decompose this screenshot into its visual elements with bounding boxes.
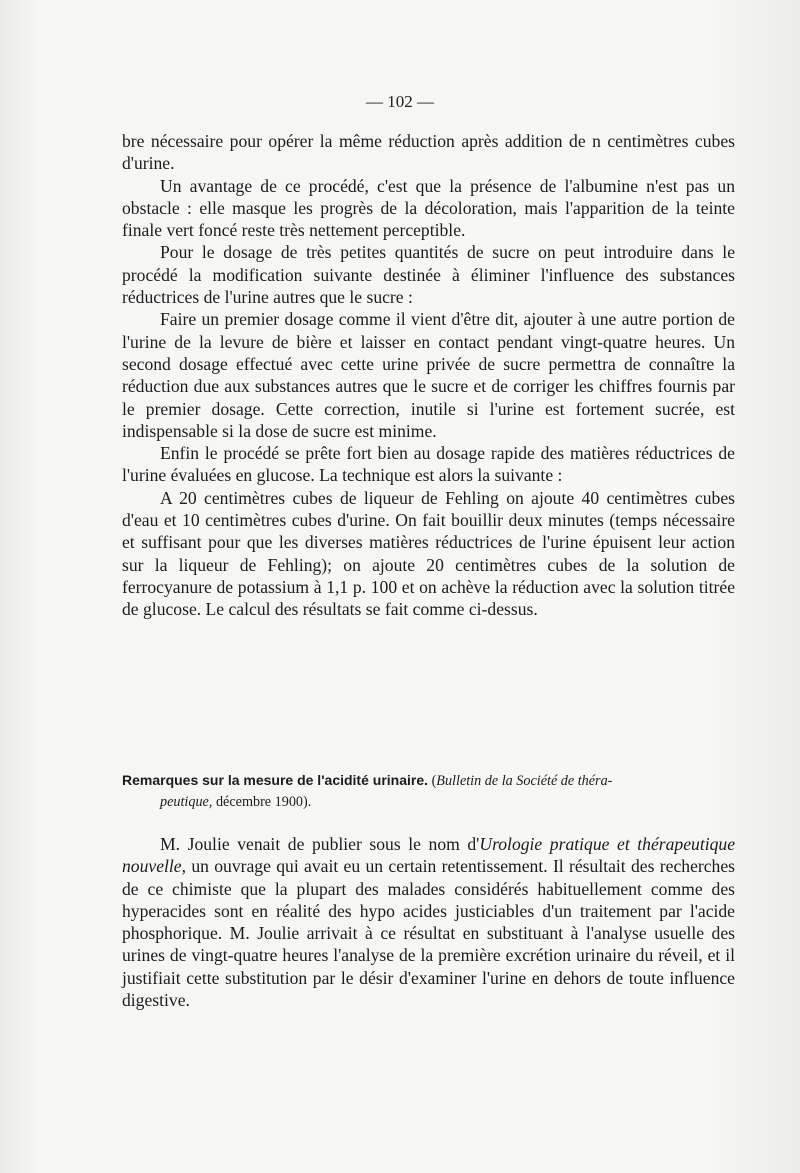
joulie-text-rest: , un ouvrage qui avait eu un certain retentissement. Il résultait des recherches de ce chimiste que la plupart des malades considérés habituellement comme des hyperacides sont en réalité des hypo acides justiciables d'un traitement par l'acide phosphorique. M. Joulie arrivait à ce résultat en substituant à l'analyse usuelle des urines de vingt-quatre heures l'analyse de la première excrétion urinaire du réveil, et il justifiait cette substitution par le désir d'examiner l'urine en dehors de toute influence digestive. [122,856,735,1011]
paragraph-technique: A 20 centimètres cubes de liqueur de Fehling on ajoute 40 centimètres cubes d'eau et 10 centimètres cubes d'urine. On fait bouillir deux minutes (temps nécessaire et suffisant pour que les diverses matières réductrices de l'urine épuisent leur action sur la liqueur de Fehling); on ajoute 20 centimètres cubes de la solution de ferrocyanure de potassium à 1,1 p. 100 et on achève la réduction avec la solution titrée de glucose. Le calcul des résultats se fait comme ci-dessus. [122,487,735,620]
paragraph-small-quantities: Pour le dosage de très petites quantités de sucre on peut introduire dans le procédé la modification suivante destinée à éliminer l'influence des substances réductrices de l'urine autres que le sucre : [122,242,735,308]
joulie-text-start: M. Joulie venait de publier sous le nom d' [160,834,480,854]
source-journal-b: peutique [160,794,209,810]
paragraph-joulie [122,833,735,1011]
source-date: , décembre 1900). [208,794,312,810]
paragraph-albumine: Un avantage de ce procédé, c'est que la présence de l'albumine n'est pas un obstacle : elle masque les progrès de la décoloration, mais l'apparition de la teinte finale vert foncé reste très nettement perceptible. [122,175,735,241]
paragraph-continuation: bre nécessaire pour opérer la même réduction après addition de n centimètres cubes d'urine. [122,131,735,174]
source-open: ( [428,773,437,789]
book-title: Urologie pratique et thérapeutique nouvelle [122,834,736,877]
section-heading [122,770,735,813]
text-block-fehling [122,130,735,621]
section-title: Remarques sur la mesure de l'acidité urinaire. [122,772,429,788]
paragraph-first-dosage: Faire un premier dosage comme il vient d'être dit, ajouter à une autre portion de l'urine de la levure de bière et laisser en contact pendant vingt-quatre heures. Un second dosage effectué avec cette urine privée de sucre permettra de connaître la réduction due aux substances autres que le sucre et de corriger les chiffres fournis par le premier dosage. Cette correction, inutile si l'urine est fortement sucrée, est indispensable si la dose de sucre est minime. [122,309,735,441]
paragraph-reducing-matters: Enfin le procédé se prête fort bien au dosage rapide des matières réductrices de l'urine évaluées en glucose. La technique est alors la suivante : [122,443,735,486]
page-number: — 102 — [366,92,434,111]
text-block-joulie [122,833,735,1011]
source-journal-a: Bulletin de la Société de théra- [436,773,613,789]
